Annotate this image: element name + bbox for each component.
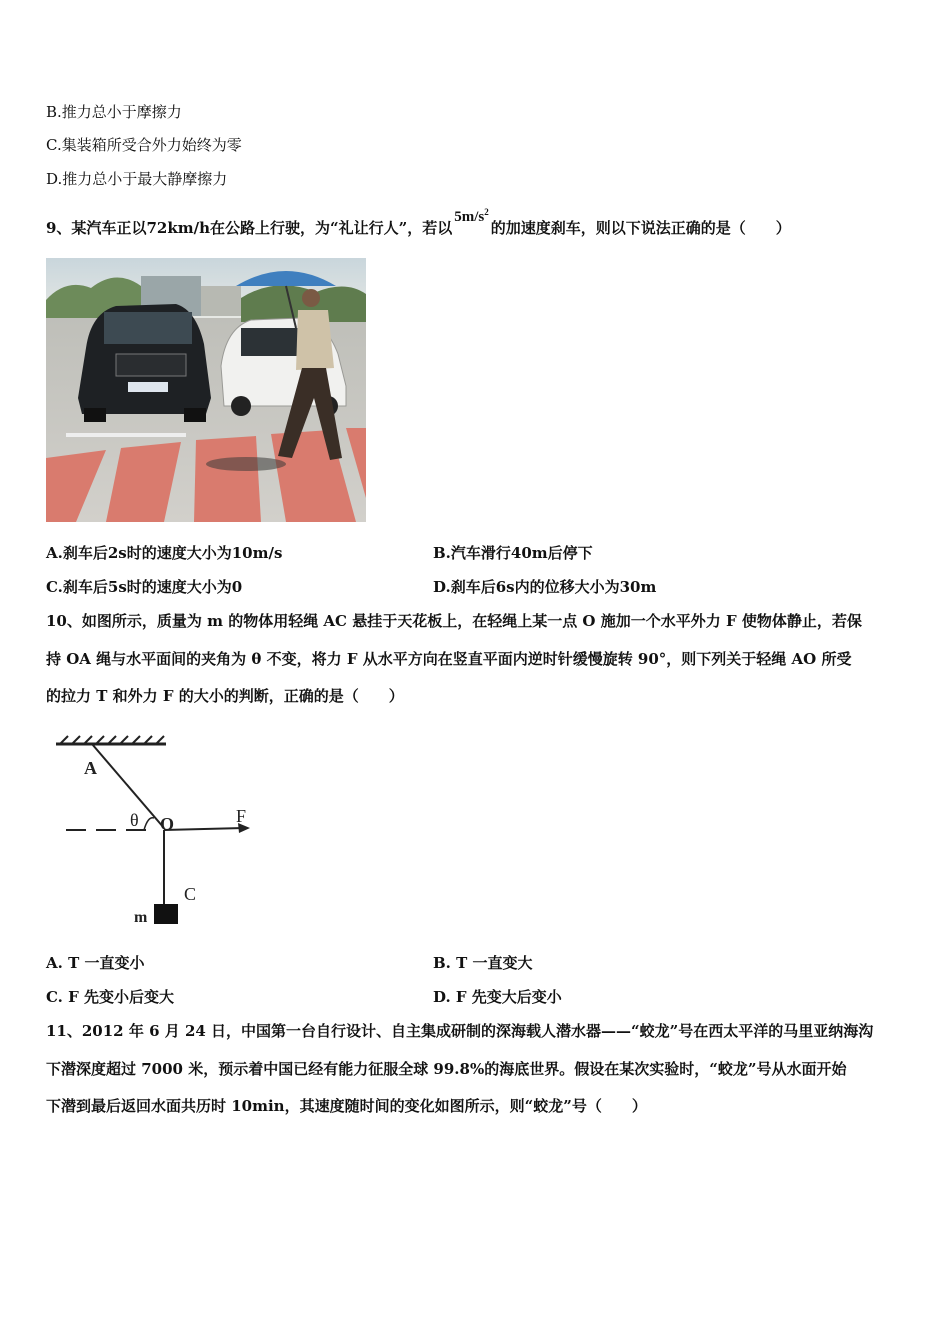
q11-stem-line3: 下潜到最后返回水面共历时 10min，其速度随时间的变化如图所示，则“蛟龙”号（ ） bbox=[46, 1097, 647, 1115]
label-o: O bbox=[160, 814, 175, 834]
q11-stem-line1: 11、2012 年 6 月 24 日，中国第一台自行设计、自主集成研制的深海载人潜水器——“蛟龙”号在西太平洋的马里亚纳海沟 bbox=[46, 1022, 874, 1040]
q10-option-d: D. F 先变大后变小 bbox=[433, 988, 562, 1006]
label-a: A bbox=[84, 758, 97, 778]
label-theta: θ bbox=[130, 810, 139, 830]
q10-option-b: B. T 一直变大 bbox=[433, 954, 533, 972]
q8-option-b: B.推力总小于摩擦力 bbox=[46, 103, 182, 121]
crosswalk-photo bbox=[46, 258, 366, 522]
label-c: C bbox=[184, 884, 197, 904]
q9-prefix: 9、某汽车正以 bbox=[46, 219, 147, 237]
q9-mid: 在公路上行驶，为“礼让行人”，若以 bbox=[209, 219, 453, 237]
q8-option-c: C.集装箱所受合外力始终为零 bbox=[46, 136, 242, 154]
q10-stem-line2: 持 OA 绳与水平面间的夹角为 θ 不变，将力 F 从水平方向在竖直平面内逆时针缓慢旋转 90°，则下列关于轻绳 AO 所受 bbox=[46, 650, 852, 668]
q9-option-a: A.刹车后2s时的速度大小为10m/s bbox=[46, 544, 283, 562]
q9-option-b: B.汽车滑行40m后停下 bbox=[433, 544, 593, 562]
q10-stem-line1: 10、如图所示，质量为 m 的物体用轻绳 AC 悬挂于天花板上，在轻绳上某一点 O 施加一个水平外力 F 使物体静止，若保 bbox=[46, 612, 862, 630]
q10-option-a: A. T 一直变小 bbox=[46, 954, 145, 972]
label-f: F bbox=[236, 806, 247, 826]
rope-force-diagram bbox=[56, 730, 276, 930]
mass-block bbox=[154, 904, 178, 924]
q9-acceleration: $5m/s^2$ bbox=[454, 207, 489, 225]
q10-stem-line3: 的拉力 T 和外力 F 的大小的判断，正确的是（ ） bbox=[46, 687, 404, 705]
q9-stem bbox=[46, 207, 791, 240]
label-m: m bbox=[134, 909, 148, 926]
q8-option-d: D.推力总小于最大静摩擦力 bbox=[46, 170, 228, 188]
q9-option-c: C.刹车后5s时的速度大小为0 bbox=[46, 578, 243, 596]
q9-option-d: D.刹车后6s内的位移大小为30m bbox=[433, 578, 657, 596]
q10-option-c: C. F 先变小后变大 bbox=[46, 988, 174, 1006]
q9-suffix: 的加速度刹车，则以下说法正确的是（ ） bbox=[490, 219, 791, 237]
q9-speed: 72km/h bbox=[146, 219, 210, 237]
q11-stem-line2: 下潜深度超过 7000 米，预示着中国已经有能力征服全球 99.8%的海底世界。假设在某次实验时，“蛟龙”号从水面开始 bbox=[46, 1060, 847, 1078]
